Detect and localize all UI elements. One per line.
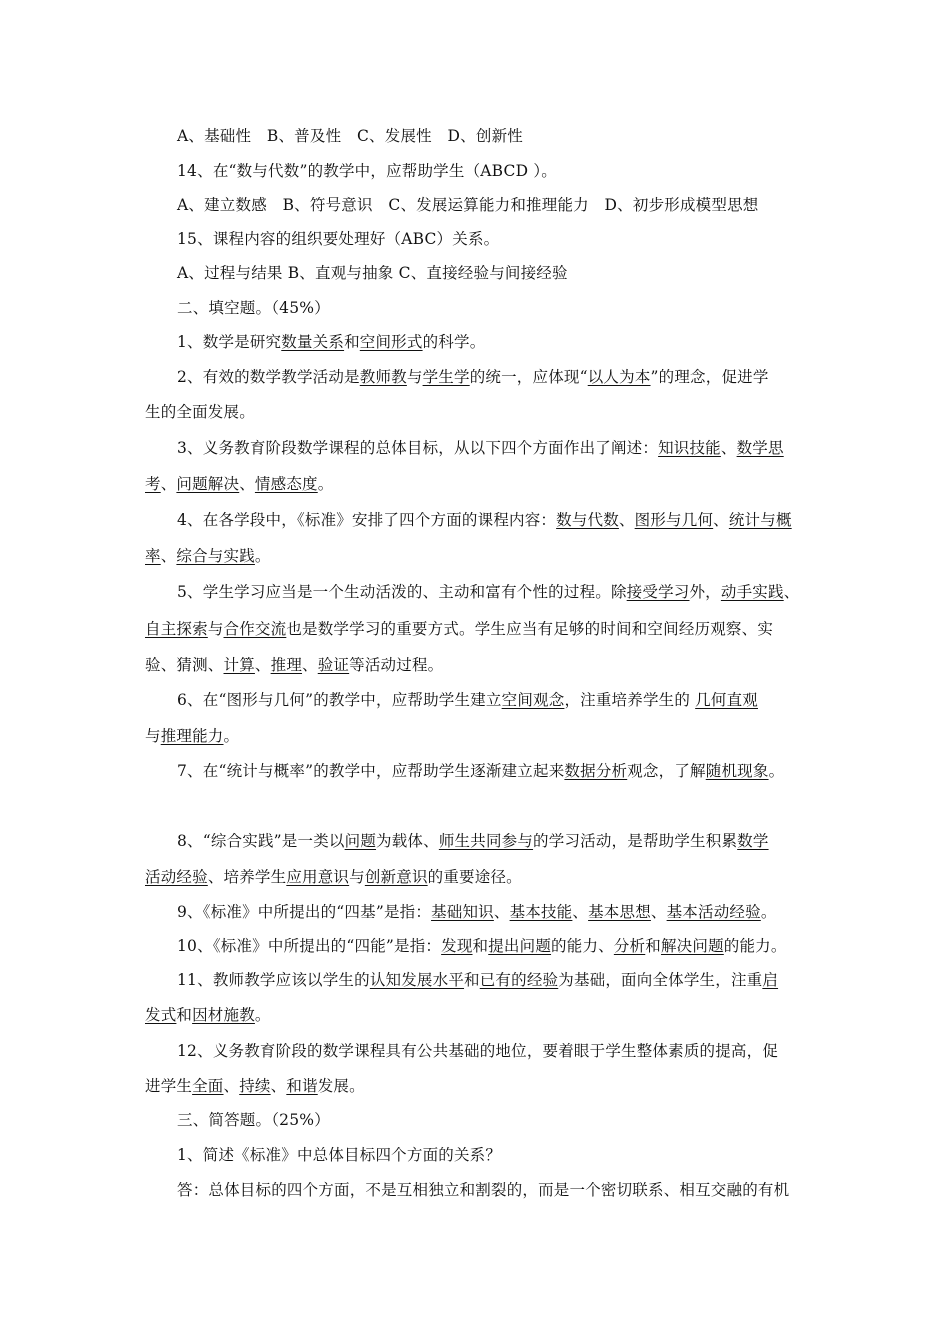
q13-options: A、基础性 B、普及性 C、发展性 D、创新性 [177, 127, 523, 145]
fill-8-line-2: 活动经验、培养学生应用意识与创新意识的重要途径。 [145, 868, 522, 886]
fill-8-line-1: 8、“综合实践”是一类以问题为载体、师生共同参与的学习活动，是帮助学生积累数学 [177, 832, 769, 850]
short-answer-1-answer: 答：总体目标的四个方面，不是互相独立和割裂的，而是一个密切联系、相互交融的有机 [177, 1181, 790, 1199]
fill-6-line-2: 与推理能力。 [145, 727, 240, 745]
fill-12-line-1: 12、义务教育阶段的数学课程具有公共基础的地位，要着眼于学生整体素质的提高，促 [177, 1042, 779, 1060]
fill-11-line-1: 11、教师教学应该以学生的认知发展水平和已有的经验为基础，面向全体学生，注重启 [177, 971, 779, 989]
fill-4-line-2: 率、综合与实践。 [145, 547, 271, 565]
fill-7: 7、在“统计与概率”的教学中，应帮助学生逐渐建立起来数据分析观念，了解随机现象。 [177, 762, 785, 780]
fill-11-line-2: 发式和因材施教。 [145, 1006, 271, 1024]
fill-2-line-1: 2、有效的数学教学活动是教师教与学生学的统一，应体现“以人为本”的理念，促进学 [177, 368, 769, 386]
q14-options: A、建立数感 B、符号意识 C、发展运算能力和推理能力 D、初步形成模型思想 [177, 196, 759, 214]
fill-3-line-1: 3、义务教育阶段数学课程的总体目标，从以下四个方面作出了阐述：知识技能、数学思 [177, 439, 784, 457]
fill-6-line-1: 6、在“图形与几何”的教学中，应帮助学生建立空间观念，注重培养学生的 几何直观 [177, 691, 758, 709]
fill-2-line-2: 生的全面发展。 [145, 403, 255, 421]
fill-10: 10、《标准》中所提出的“四能”是指：发现和提出问题的能力、分析和解决问题的能力。 [177, 937, 787, 955]
fill-5-line-1: 5、学生学习应当是一个生动活泼的、主动和富有个性的过程。除接受学习外，动手实践、 [177, 583, 800, 601]
fill-9: 9、《标准》中所提出的“四基”是指：基础知识、基本技能、基本思想、基本活动经验。 [177, 903, 777, 921]
q15-question: 15、课程内容的组织要处理好（ABC）关系。 [177, 230, 500, 248]
fill-4-line-1: 4、在各学段中，《标准》安排了四个方面的课程内容：数与代数、图形与几何、统计与概 [177, 511, 792, 529]
fill-5-line-3: 验、猜测、计算、推理、验证等活动过程。 [145, 656, 444, 674]
short-answer-1-question: 1、简述《标准》中总体目标四个方面的关系？ [177, 1146, 502, 1164]
fill-5-line-2: 自主探索与合作交流也是数学学习的重要方式。学生应当有足够的时间和空间经历观察、实 [145, 620, 774, 638]
section-short-answer-heading: 三、简答题。（25%） [177, 1111, 330, 1129]
fill-12-line-2: 进学生全面、持续、和谐发展。 [145, 1077, 365, 1095]
fill-1: 1、数学是研究数量关系和空间形式的科学。 [177, 333, 486, 351]
q14-question: 14、在“数与代数”的教学中，应帮助学生（ABCD ）。 [177, 162, 558, 180]
q15-options: A、过程与结果 B、直观与抽象 C、直接经验与间接经验 [177, 264, 568, 282]
fill-3-line-2: 考、问题解决、情感态度。 [145, 475, 334, 493]
section-fill-blank-heading: 二、填空题。（45%） [177, 299, 330, 317]
